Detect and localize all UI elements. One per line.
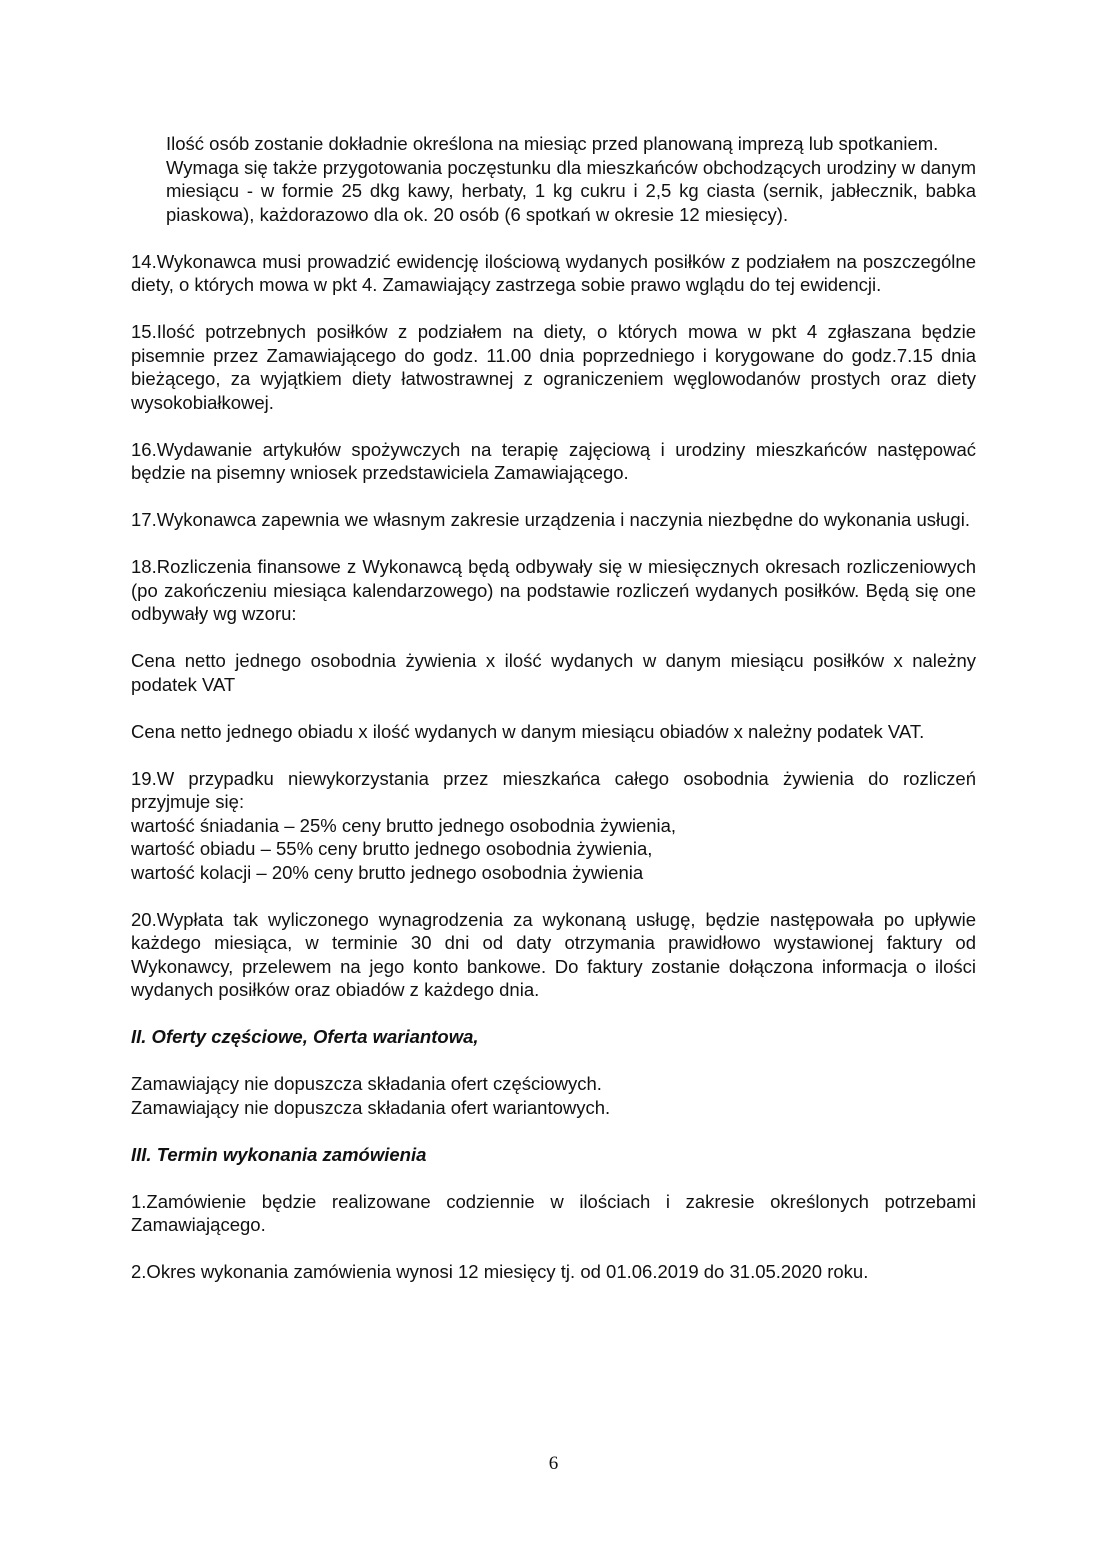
page-content [131,132,976,1284]
paragraph-continuation-1: Ilość osób zostanie dokładnie określona na miesiąc przed planowaną imprezą lub spotkaniem. [166,133,939,154]
paragraph-19: 19.W przypadku niewykorzystania przez mieszkańca całego osobodnia żywienia do rozliczeń przyjmuje się: [131,767,976,812]
section-2-line-2: Zamawiający nie dopuszcza składania ofert wariantowych. [131,1096,611,1118]
paragraph-19-supper: wartość kolacji – 20% ceny brutto jednego osobodnia żywienia [131,861,644,883]
paragraph-14: 14.Wykonawca musi prowadzić ewidencję ilościową wydanych posiłków z podziałem na poszczególne diety, o których mowa w pkt 4. Zamawiający zastrzega sobie prawo wglądu do tej ewidencji. [131,250,976,295]
section-2-heading: II. Oferty częściowe, Oferta wariantowa, [131,1026,479,1047]
formula-meal-day: Cena netto jednego osobodnia żywienia x ilość wydanych w danym miesiącu posiłków x należny podatek VAT [131,650,976,695]
section-3-paragraph-1: 1.Zamówienie będzie realizowane codziennie w ilościach i zakresie określonych potrzebami Zamawiającego. [131,1190,976,1235]
section-2-line-1: Zamawiający nie dopuszcza składania ofert częściowych. [131,1073,602,1094]
formula-dinner: Cena netto jednego obiadu x ilość wydanych w danym miesiącu obiadów x należny podatek VAT. [131,720,925,742]
page-number: 6 [548,1453,559,1474]
paragraph-20: 20.Wypłata tak wyliczonego wynagrodzenia za wykonaną usługę, będzie następowała po upływie każdego miesiąca, w terminie 30 dni od daty otrzymania prawidłowo wystawionej faktury od Wykonawcy, przelewem na jego konto bankowe. Do faktury zostanie dołączona informacja o ilości wydanych posiłków oraz obiadów z każdego dnia. [131,908,976,1000]
paragraph-continuation-2: Wymaga się także przygotowania poczęstunku dla mieszkańców obchodzących urodziny w danym miesiącu - w formie 25 dkg kawy, herbaty, 1 kg cukru i 2,5 kg ciasta (sernik, jabłecznik, babka piaskowa), każdorazowo dla ok. 20 osób (6 spotkań w okresie 12 miesięcy). [166,156,976,225]
paragraph-18: 18.Rozliczenia finansowe z Wykonawcą będą odbywały się w miesięcznych okresach rozliczeniowych (po zakończeniu miesiąca kalendarzowego) na podstawie rozliczeń wydanych posiłków. Będą się one odbywały wg wzoru: [131,556,976,624]
paragraph-19-breakfast: wartość śniadania – 25% ceny brutto jednego osobodnia żywienia, [131,814,677,836]
section-3-paragraph-2: 2.Okres wykonania zamówienia wynosi 12 miesięcy tj. od 01.06.2019 do 31.05.2020 roku. [131,1261,869,1282]
paragraph-15: 15.Ilość potrzebnych posiłków z podziałem na diety, o których mowa w pkt 4 zgłaszana będzie pisemnie przez Zamawiającego do godz. 11.00 dnia poprzedniego i korygowane do godz.7.15 dnia bieżącego, za wyjątkiem diety łatwostrawnej z ograniczeniem węglowodanów prostych oraz diety wysokobiałkowej. [131,321,976,413]
paragraph-19-dinner: wartość obiadu – 55% ceny brutto jednego osobodnia żywienia, [131,838,653,859]
paragraph-16: 16.Wydawanie artykułów spożywczych na terapię zajęciową i urodziny mieszkańców następować będzie na pisemny wniosek przedstawiciela Zamawiającego. [131,438,976,483]
section-3-heading: III. Termin wykonania zamówienia [131,1143,427,1165]
paragraph-17: 17.Wykonawca zapewnia we własnym zakresie urządzenia i naczynia niezbędne do wykonania usługi. [131,509,970,530]
